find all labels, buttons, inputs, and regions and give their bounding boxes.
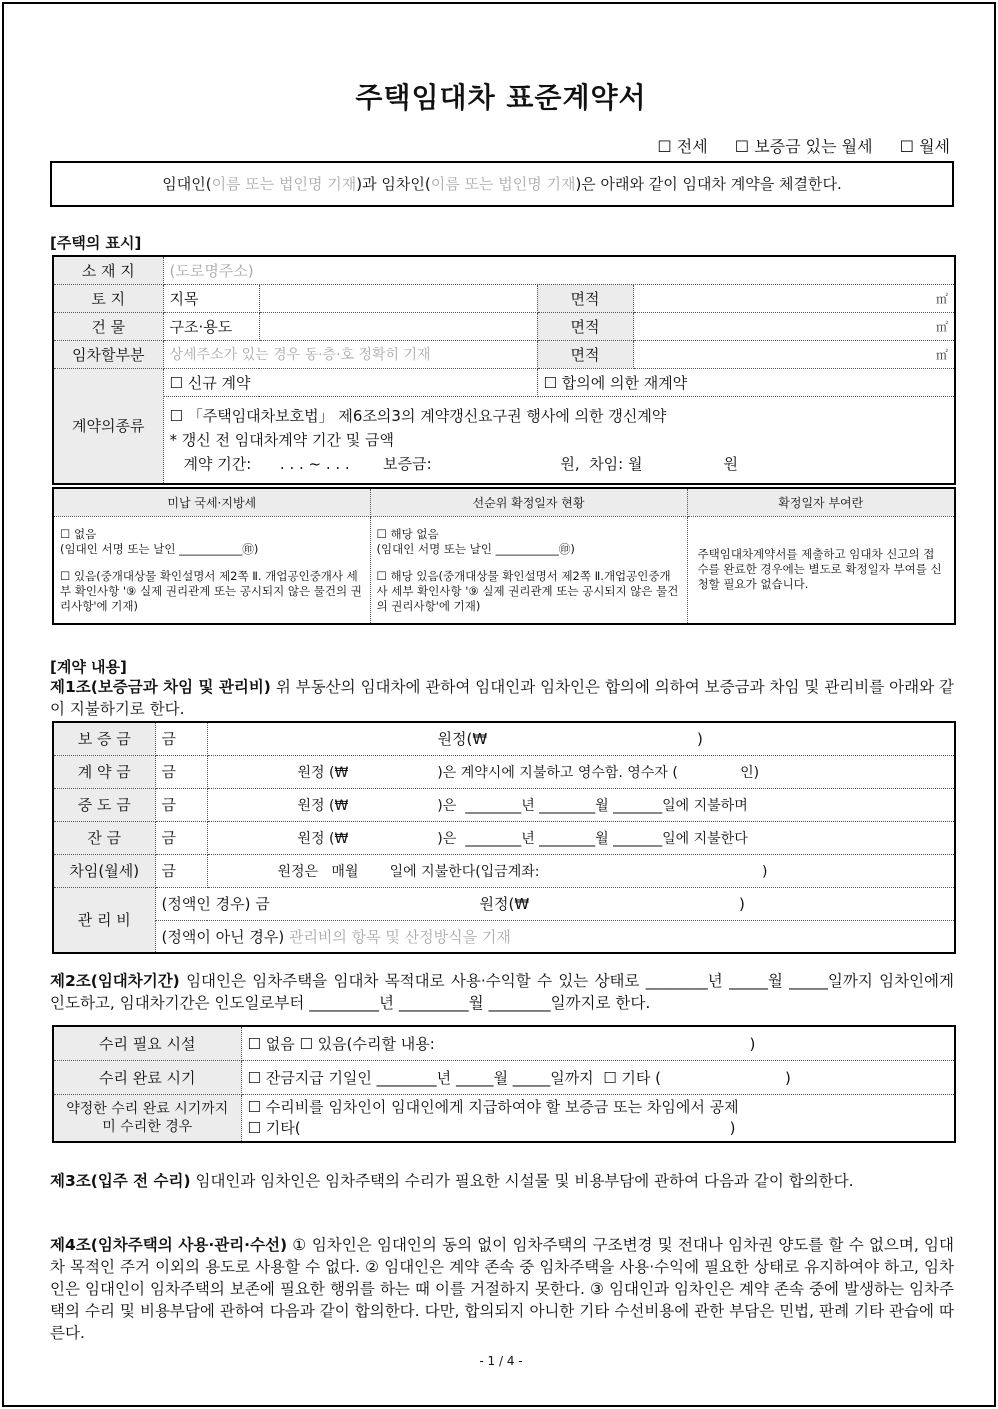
renewal-period-row: [170, 452, 949, 476]
type-monthly-checkbox[interactable]: ☐ 월세: [899, 137, 950, 156]
article-1-title: 제1조(보증금과 차임 및 관리비): [50, 678, 271, 696]
article-2-text: 임대인은 임차주택을 임대차 목적대로 사용·수익할 수 있는 상태로 ________년 _____월 _____일까지 임차인에게 인도하고, 임대차기간은 인도일로부터 _________년 _________월 ________일까지로 한다.: [50, 972, 954, 1012]
article-4-title: 제4조(임차주택의 사용·관리·수선): [50, 1236, 288, 1254]
repair-other-checkbox[interactable]: ☐ 기타( ): [247, 1118, 736, 1137]
down-geum: 금: [155, 755, 207, 788]
renewal-period-field[interactable]: . . . ~ . . .: [279, 454, 350, 473]
contract-page: [2, 2, 996, 1407]
building-area-label: 면적: [537, 312, 633, 340]
mgmt-fee-label: 관 리 비: [53, 887, 155, 953]
tax-none-checkbox[interactable]: ☐ 없음: [60, 526, 97, 541]
renewal-won: 원,: [560, 454, 580, 473]
repair-deduct-checkbox[interactable]: ☐ 수리비를 임차인이 임대인에게 지급하여야 할 보증금 또는 차임에서 공제: [247, 1097, 739, 1116]
article-3-text: 임대인과 임차인은 임차주택의 수리가 필요한 시설물 및 비용부담에 관하여 다음과 같이 합의한다.: [190, 1172, 854, 1190]
type-deposit-monthly-checkbox[interactable]: ☐ 보증금 있는 월세: [734, 137, 873, 156]
balance-label: 잔 금: [53, 821, 155, 854]
property-table: [52, 255, 956, 485]
repair-need-field[interactable]: ☐ 없음 ☐ 있음(수리할 내용: ): [241, 1026, 955, 1060]
mid-geum: 금: [155, 788, 207, 821]
article-1-text: 위 부동산의 임대차에 관하여 임대인과 임차인은 합의에 의하여 보증금과 차임 및 관리비를 아래와 같이 지불하기로 한다.: [50, 678, 954, 718]
leased-area-field[interactable]: ㎡: [633, 340, 955, 368]
contract-heading: [계약 내용]: [50, 658, 127, 676]
building-label: 건 물: [53, 312, 163, 340]
rent-label: 차임(월세): [53, 854, 155, 887]
fixed-date-header: 확정일자 부여란: [687, 488, 955, 516]
land-category-label: 지목: [163, 284, 259, 312]
unpaid-tax-header: 미납 국세·지방세: [53, 488, 370, 516]
building-structure-field[interactable]: [259, 312, 537, 340]
tax-exist-checkbox[interactable]: ☐ 있음(중개대상물 확인설명서 제2쪽 Ⅱ. 개업공인중개사 세부 확인사항 '⑨ 실제 권리관계 또는 공시되지 않은 물건의 권리사항'에 기재): [60, 568, 362, 613]
property-heading: [주택의 표시]: [50, 234, 142, 252]
renewal-won2: 원: [723, 454, 739, 473]
land-label: 토 지: [53, 284, 163, 312]
new-contract-checkbox[interactable]: ☐ 신규 계약: [163, 368, 537, 396]
mgmt-var-row: [155, 920, 955, 953]
renewal-note: * 갱신 전 임대차계약 기간 및 금액: [169, 430, 394, 449]
deposit-label: 보 증 금: [53, 722, 155, 755]
building-structure-label: 구조·용도: [163, 312, 259, 340]
mgmt-fixed-row: [155, 887, 955, 920]
fixed-date-note: 주택임대차계약서를 제출하고 임대차 신고의 접수를 완료한 경우에는 별도로 확정일자 부여를 신청할 필요가 없습니다.: [687, 516, 955, 624]
renewal-agree-checkbox[interactable]: ☐ 합의에 의한 재계약: [537, 368, 955, 396]
leased-part-label: 임차할부분: [53, 340, 163, 368]
leased-area-label: 면적: [537, 340, 633, 368]
page-title: 주택임대차 표준계약서: [355, 81, 647, 114]
repair-when-label: 수리 완료 시기: [53, 1060, 241, 1094]
repair-fail-label: 약정한 수리 완료 시기까지 미 수리한 경우: [53, 1094, 241, 1142]
article-3: [50, 1170, 954, 1192]
mgmt-fixed-label: (정액인 경우) 금: [161, 895, 270, 913]
priority-exist-checkbox[interactable]: ☐ 해당 있음(중개대상물 확인설명서 제2쪽 Ⅱ.개업공인중개사 세부 확인사항 '⑨ 실제 권리관계 또는 공시되지 않은 물건의 권리사항'에 기재): [376, 568, 679, 613]
renewal-rent-label: 차임: 월: [589, 454, 643, 473]
repair-table: [52, 1025, 956, 1143]
renewal-period-label: 계약 기간:: [183, 454, 252, 473]
location-field[interactable]: (도로명주소): [163, 256, 955, 284]
down-payment-label: 계 약 금: [53, 755, 155, 788]
mid-payment-field[interactable]: 원정 (₩ )은 ________년 ________월 _______일에 지불하며: [207, 788, 955, 821]
page-number: - 1 / 4 -: [479, 1354, 523, 1368]
lessor-name-field[interactable]: 이름 또는 법인명 기재: [211, 175, 357, 193]
renewal-cell: [163, 396, 955, 484]
intro-lessee: )과 임차인(: [356, 175, 431, 193]
repair-need-label: 수리 필요 시설: [53, 1026, 241, 1060]
repair-when-field[interactable]: ☐ 잔금지급 기일인 ________년 _____월 _____일까지 ☐ 기타 ( ): [241, 1060, 955, 1094]
tax-table: [52, 487, 956, 625]
mgmt-fixed-field[interactable]: 원정(₩ ): [479, 895, 745, 913]
building-area-field[interactable]: ㎡: [633, 312, 955, 340]
article-4-text: ① 임차인은 임대인의 동의 없이 임차주택의 구조변경 및 전대나 임차권 양도를 할 수 없으며, 임대차 목적인 주거 이외의 용도로 사용할 수 없다. ② 임대인은 계약 존속 중 임차주택을 사용·수익에 필요한 상태로 유지하여야 하고, 임차인은 임대인이 임차주택의 보존에 필요한 행위를 하는 때 이를 거절하지 못한다. ③ 임대인과 임차인은 계약 존속 중에 발생하는 임차주택의 수리 및 비용부담에 관하여 다음과 같이 합의한다. 다만, 합의되지 아니한 기타 수선비용에 관한 부담은 민법, 판례 기타 관습에 따른다.: [50, 1236, 954, 1342]
deposit-field[interactable]: 원정(₩ ): [207, 722, 955, 755]
deposit-geum: 금: [155, 722, 207, 755]
down-payment-field[interactable]: 원정 (₩ )은 계약시에 지불하고 영수함. 영수자 ( 인): [207, 755, 955, 788]
priority-date-cell: [370, 516, 687, 624]
priority-date-header: 선순위 확정일자 현황: [370, 488, 687, 516]
rent-field[interactable]: 원정은 매월 일에 지불한다(입금계좌: ): [207, 854, 955, 887]
land-category-field[interactable]: [259, 284, 537, 312]
intro-tail: )은 아래와 같이 임대차 계약을 체결한다.: [575, 175, 842, 193]
land-area-label: 면적: [537, 284, 633, 312]
balance-geum: 금: [155, 821, 207, 854]
payment-table: [52, 721, 956, 954]
mgmt-var-label: (정액이 아닌 경우): [161, 927, 285, 946]
contract-type-options: [635, 134, 950, 157]
priority-none-sign[interactable]: (임대인 서명 또는 날인 ___________㊞): [376, 541, 575, 556]
priority-none-checkbox[interactable]: ☐ 해당 없음: [376, 526, 439, 541]
contract-kind-label: 계약의종류: [53, 368, 163, 484]
intro-box: [50, 161, 954, 207]
location-label: 소 재 지: [53, 256, 163, 284]
balance-field[interactable]: 원정 (₩ )은 ________년 ________월 _______일에 지불한다: [207, 821, 955, 854]
mid-payment-label: 중 도 금: [53, 788, 155, 821]
renewal-deposit-label: 보증금:: [383, 454, 432, 473]
tax-none-sign[interactable]: (임대인 서명 또는 날인 ___________㊞): [60, 541, 259, 556]
article-1: [50, 676, 954, 720]
mgmt-var-field[interactable]: 관리비의 항목 및 산정방식을 기재: [288, 927, 511, 946]
article-2: [50, 970, 954, 1014]
leased-part-field[interactable]: 상세주소가 있는 경우 동·층·호 정확히 기재: [163, 340, 537, 368]
article-2-title: 제2조(임대차기간): [50, 972, 180, 990]
lessee-name-field[interactable]: 이름 또는 법인명 기재: [430, 175, 576, 193]
rent-geum: 금: [155, 854, 207, 887]
intro-lessor: 임대인(: [162, 175, 212, 193]
type-jeonse-checkbox[interactable]: ☐ 전세: [657, 137, 708, 156]
repair-fail-cell: [241, 1094, 955, 1142]
article-3-title: 제3조(입주 전 수리): [50, 1172, 191, 1190]
unpaid-tax-cell: [53, 516, 370, 624]
land-area-field[interactable]: ㎡: [633, 284, 955, 312]
article-4: [50, 1234, 954, 1344]
renewal-right-checkbox[interactable]: ☐ 「주택임대차보호법」 제6조의3의 계약갱신요구권 행사에 의한 갱신계약: [169, 406, 667, 425]
